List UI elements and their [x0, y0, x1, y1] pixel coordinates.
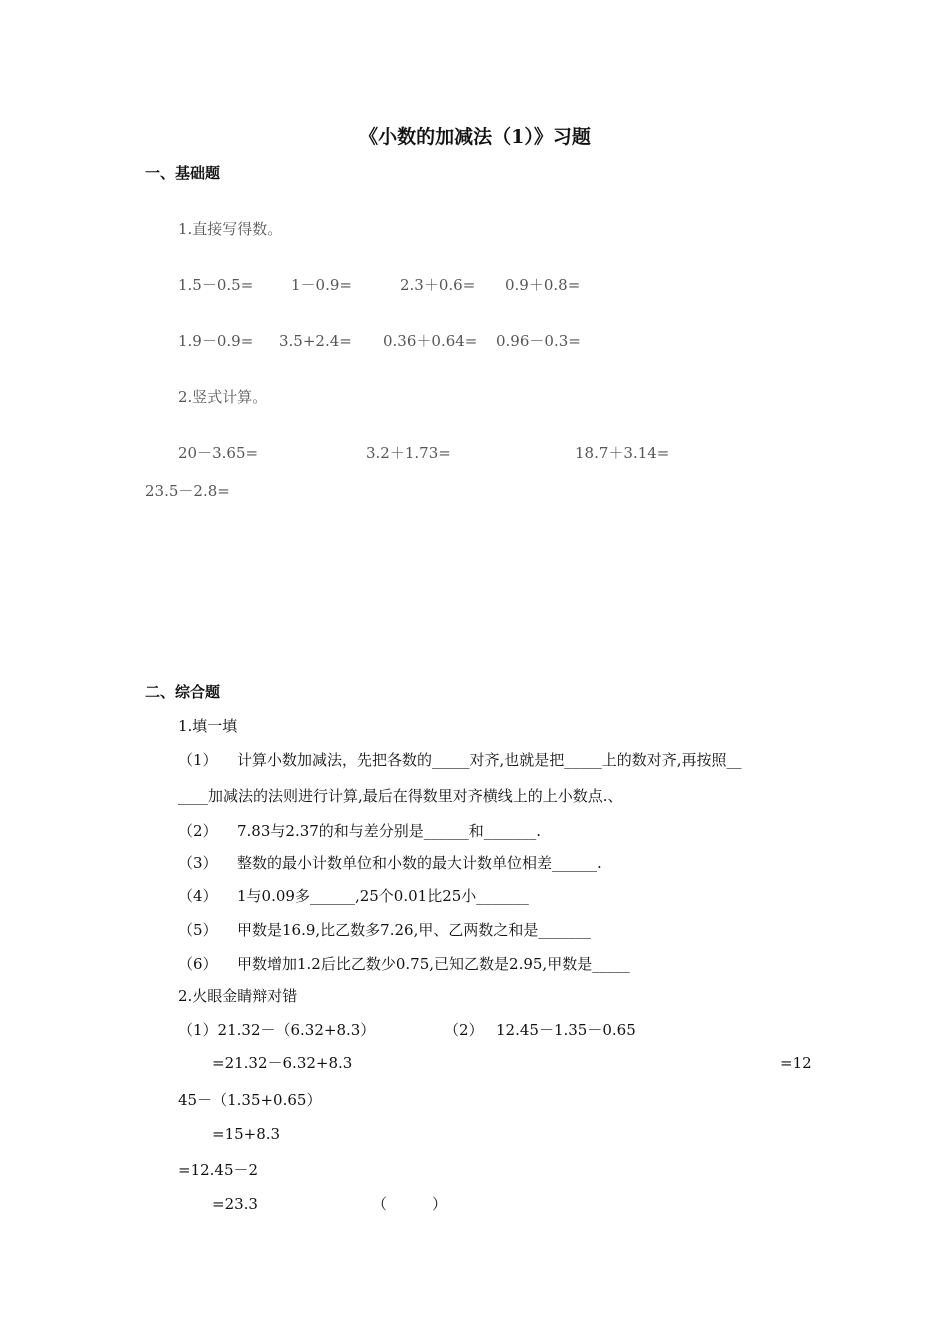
problem-line: =12.45－2: [178, 1161, 259, 1179]
fill-in-item: 1与0.09多______,25个0.01比25小_______: [237, 887, 529, 905]
fill-in-item: 计算小数加减法，先把各数的_____对齐,也就是把_____上的数对齐,再按照__: [237, 751, 742, 769]
question-label: 1.填一填: [178, 717, 238, 735]
question-label: 2.火眼金睛辩对错: [178, 987, 298, 1005]
equation: 20－3.65=: [178, 444, 259, 462]
item-number: （4）: [178, 887, 218, 905]
equation: 2.3＋0.6=: [400, 276, 476, 294]
problem-line: =12: [780, 1054, 812, 1072]
problem-line: 45－（1.35+0.65）: [178, 1091, 322, 1109]
problem-line: （1）21.32－（6.32+8.3）: [178, 1021, 376, 1039]
equation: 23.5－2.8=: [145, 482, 230, 500]
problem-line: 12.45－1.35－0.65: [496, 1021, 636, 1039]
fill-in-item: 整数的最小计数单位和小数的最大计数单位相差______.: [237, 854, 602, 872]
item-number: （2）: [444, 1021, 484, 1039]
equation: 3.2＋1.73=: [366, 444, 451, 462]
section-heading-basic: 一、基础题: [145, 164, 221, 182]
fill-in-item: 7.83与2.37的和与差分别是______和_______.: [237, 822, 542, 840]
equation: 0.36＋0.64=: [383, 332, 478, 350]
question-label: 2.竖式计算。: [178, 388, 268, 406]
fill-in-item: ____加减法的法则进行计算,最后在得数里对齐横线上的上小数点.、: [178, 787, 623, 805]
item-number: （6）: [178, 955, 218, 973]
problem-line: =21.32－6.32+8.3: [212, 1054, 353, 1072]
equation: 18.7＋3.14=: [575, 444, 670, 462]
page-title: 《小数的加减法（1）》习题: [359, 126, 591, 148]
equation: 0.96－0.3=: [496, 332, 581, 350]
equation: 1.9－0.9=: [178, 332, 254, 350]
item-number: （5）: [178, 921, 218, 939]
equation: 1.5－0.5=: [178, 276, 254, 294]
question-label: 1.直接写得数。: [178, 220, 283, 238]
item-number: （2）: [178, 822, 218, 840]
equation: 1－0.9=: [291, 276, 352, 294]
judgment-blank: （ ）: [372, 1195, 448, 1213]
item-number: （1）: [178, 751, 218, 769]
item-number: （3）: [178, 854, 218, 872]
equation: 3.5+2.4=: [279, 332, 352, 350]
problem-line: =23.3: [212, 1195, 258, 1213]
fill-in-item: 甲数增加1.2后比乙数少0.75,已知乙数是2.95,甲数是_____: [237, 955, 630, 973]
equation: 0.9＋0.8=: [505, 276, 581, 294]
fill-in-item: 甲数是16.9,比乙数多7.26,甲、乙两数之和是_______: [237, 921, 591, 939]
problem-line: =15+8.3: [212, 1125, 281, 1143]
section-heading-comprehensive: 二、综合题: [145, 683, 221, 701]
